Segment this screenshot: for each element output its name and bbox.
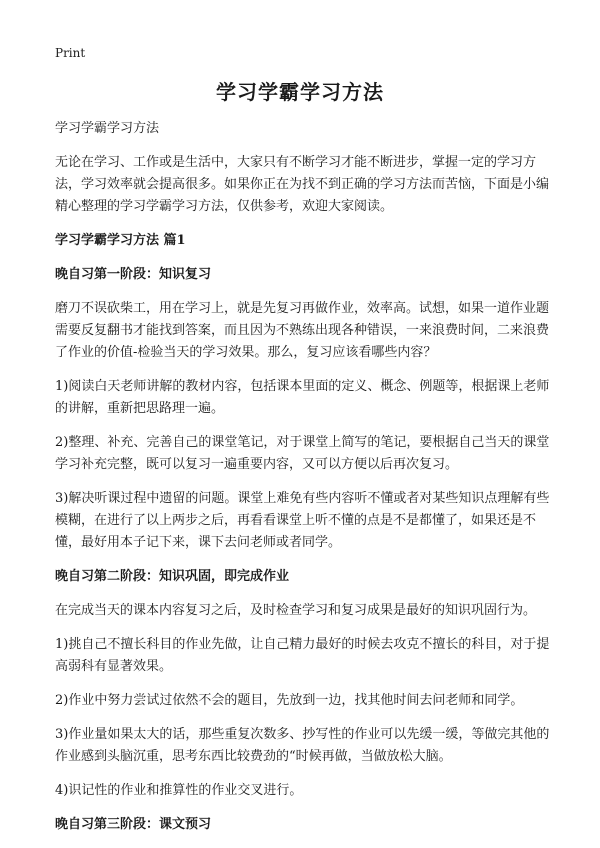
list-item: 1)阅读白天老师讲解的教材内容，包括课本里面的定义、概念、例题等，根据课上老师的讲解，重新把思路理一遍。	[55, 379, 550, 416]
list-item: 4)识记性的作业和推算性的作业交叉进行。	[55, 783, 303, 798]
stage-three-heading: 晚自习第三阶段：课文预习	[55, 817, 212, 832]
list-item: 3)作业量如果太大的话，那些重复次数多、抄写性的作业可以先缓一缓，等做完其他的作业感到头脑沉重，思考东西比较费劲的“时候再做，当做放松大脑。	[55, 727, 550, 764]
stage-two-heading: 晚自习第二阶段：知识巩固，即完成作业	[55, 569, 290, 584]
list-item: 2)作业中努力尝试过依然不会的题目，先放到一边，找其他时间去问老师和同学。	[55, 693, 524, 708]
list-item: 3)解决听课过程中遗留的问题。课堂上难免有些内容听不懂或者对某些知识点理解有些模糊，在进行了以上两步之后，再看看课堂上听不懂的点是不是都懂了，如果还是不懂，最好用本子记下来，课下去问老师或者同学。	[55, 491, 550, 550]
list-item: 1)挑自己不擅长科目的作业先做，让自己精力最好的时候去攻克不擅长的科目，对于提高弱科有显著效果。	[55, 637, 550, 674]
stage-one-heading: 晚自习第一阶段：知识复习	[55, 267, 212, 282]
section-heading: 学习学霸学习方法 篇1	[55, 233, 186, 248]
intro-paragraph: 无论在学习、工作或是生活中，大家只有不断学习才能不断进步，掌握一定的学习方法，学习效率就会提高很多。如果你正在为找不到正确的学习方法而苦恼，下面是小编精心整理的学习学霸学习方法，仅供参考，欢迎大家阅读。	[55, 155, 550, 214]
print-link[interactable]: Print	[55, 46, 86, 60]
article-body	[55, 118, 555, 848]
list-item: 2)整理、补充、完善自己的课堂笔记，对于课堂上简写的笔记，要根据自己当天的课堂学习补充完整，既可以复习一遍重要内容，又可以方便以后再次复习。	[55, 435, 550, 472]
subtitle-paragraph: 学习学霸学习方法	[55, 121, 160, 136]
stage-two-paragraph: 在完成当天的课本内容复习之后，及时检查学习和复习成果是最好的知识巩固行为。	[55, 603, 537, 618]
page-title: 学习学霸学习方法	[216, 80, 384, 104]
stage-one-paragraph: 磨刀不误砍柴工，用在学习上，就是先复习再做作业，效率高。试想，如果一道作业题需要反复翻书才能找到答案，而且因为不熟练出现各种错误，一来浪费时间，二来浪费了作业的价值-检验当天的学习效果。那么，复习应该看哪些内容？	[55, 301, 550, 360]
